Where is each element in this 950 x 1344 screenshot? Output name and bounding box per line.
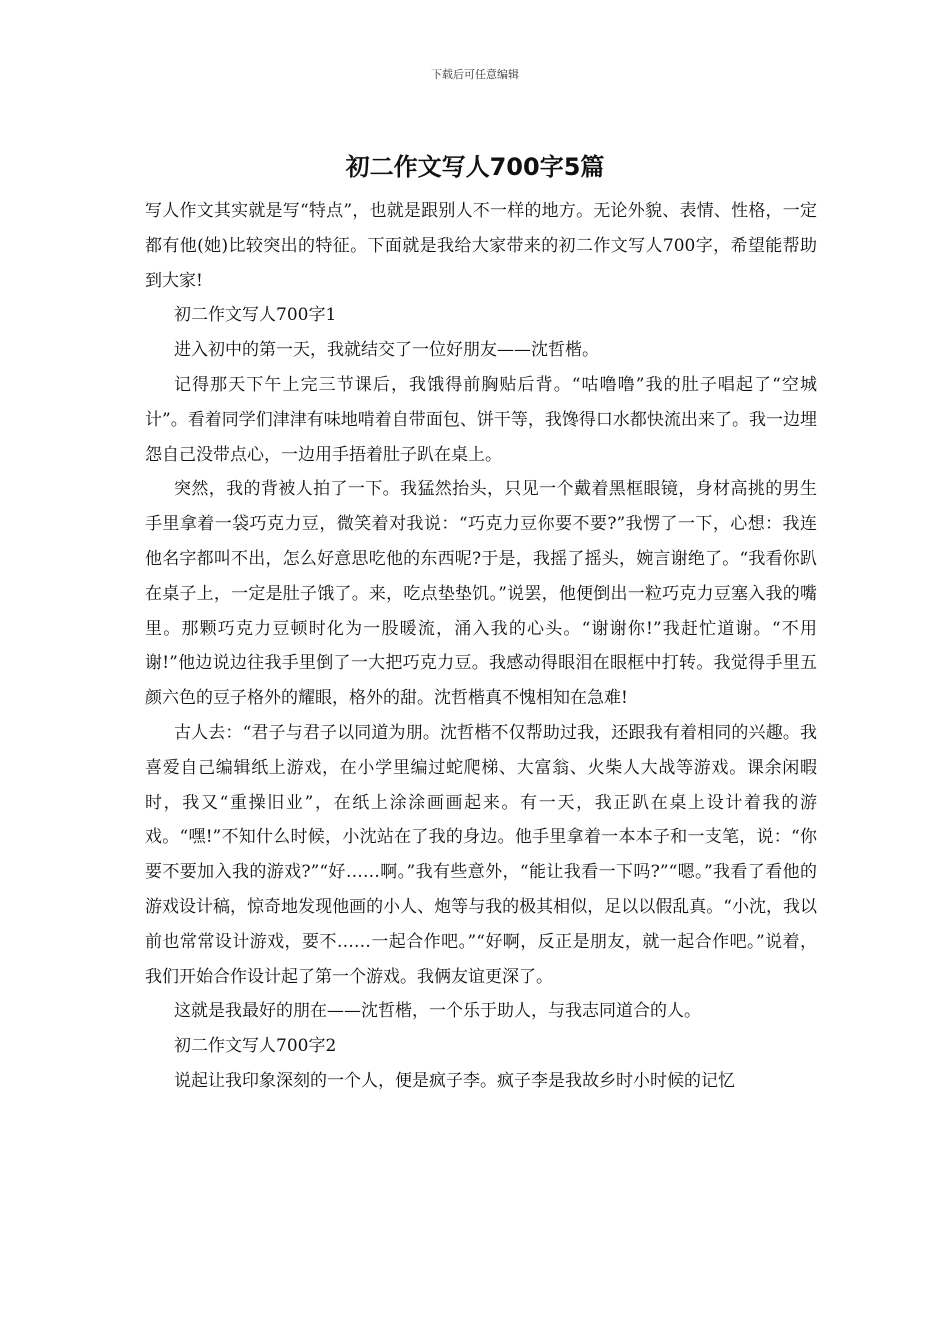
body-paragraph: 古人去：“君子与君子以同道为朋。沈哲楷不仅帮助过我，还跟我有着相同的兴趣。我喜爱自己编辑纸上游戏，在小学里编过蛇爬梯、大富翁、火柴人大战等游戏。课余闲暇时，我又“重操旧业”，在纸上涂涂画画起来。有一天，我正趴在桌上设计着我的游戏。“嘿!”不知什么时候，小沈站在了我的身边。他手里拿着一本本子和一支笔，说：“你要不要加入我的游戏?”“好……啊。”我有些意外，“能让我看一下吗?”“嗯。”我看了看他的游戏设计稿，惊奇地发现他画的小人、炮等与我的极其相似，足以以假乱真。“小沈，我以前也常常设计游戏，要不……一起合作吧。”“好啊，反正是朋友，就一起合作吧。”说着，我们开始合作设计起了第一个游戏。我俩友谊更深了。 [145, 722, 817, 987]
body-paragraph: 这就是我最好的朋在——沈哲楷，一个乐于助人，与我志同道合的人。 [174, 1001, 701, 1022]
body-paragraph: 记得那天下午上完三节课后，我饿得前胸贴后背。“咕噜噜”我的肚子唱起了“空城计”。看着同学们津津有味地啃着自带面包、饼干等，我馋得口水都快流出来了。我一边埋怨自己没带点心，一边用手捂着肚子趴在桌上。 [145, 374, 817, 465]
body-paragraph: 进入初中的第一天，我就结交了一位好朋友——沈哲楷。 [174, 340, 599, 361]
page-header-note: 下载后可任意编辑 [431, 68, 519, 81]
document-title: 初二作文写人700字5篇 [345, 153, 605, 181]
section-heading-1: 初二作文写人700字1 [174, 305, 337, 326]
body-paragraph: 说起让我印象深刻的一个人，便是疯子李。疯子李是我故乡时小时候的记忆 [174, 1070, 735, 1091]
body-paragraph: 突然，我的背被人拍了一下。我猛然抬头，只见一个戴着黑框眼镜，身材高挑的男生手里拿着一袋巧克力豆，微笑着对我说：“巧克力豆你要不要?”我愣了一下，心想：我连他名字都叫不出，怎么好意思吃他的东西呢?于是，我摇了摇头，婉言谢绝了。“我看你趴在桌子上，一定是肚子饿了。来，吃点垫垫饥。”说罢，他便倒出一粒巧克力豆塞入我的嘴里。那颗巧克力豆顿时化为一股暖流，涌入我的心头。“谢谢你!”我赶忙道谢。“不用谢!”他边说边往我手里倒了一大把巧克力豆。我感动得眼泪在眼框中打转。我觉得手里五颜六色的豆子格外的耀眼，格外的甜。沈哲楷真不愧相知在急难! [145, 479, 817, 709]
intro-paragraph: 写人作文其实就是写“特点”，也就是跟别人不一样的地方。无论外貌、表情、性格，一定都有他(她)比较突出的特征。下面就是我给大家带来的初二作文写人700字，希望能帮助到大家! [145, 201, 817, 291]
section-heading-2: 初二作文写人700字2 [174, 1036, 337, 1057]
document-body [145, 194, 817, 1099]
